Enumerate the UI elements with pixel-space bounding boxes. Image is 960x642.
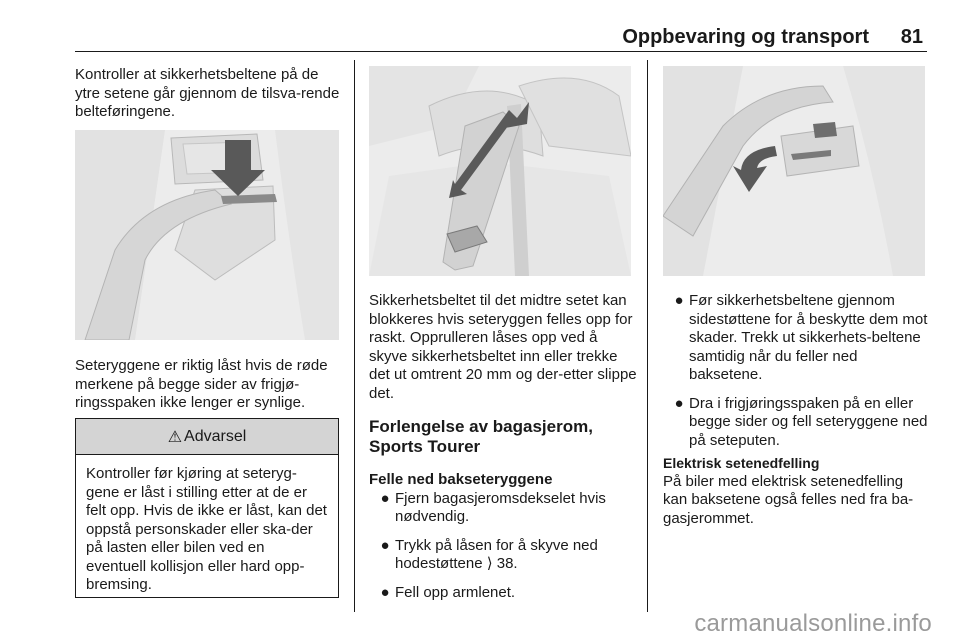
list-item: [369, 537, 639, 574]
subheading-electric: Elektrisk setenedfelling: [663, 455, 820, 471]
figure-belt-guide: [75, 130, 339, 340]
list-item: [369, 490, 639, 527]
bullet-icon: ●: [674, 292, 684, 309]
list-item: [663, 292, 929, 385]
middle-belt-illustration: [369, 66, 631, 276]
col2-bullet-list: [369, 490, 639, 603]
col1-after-figure: [75, 357, 341, 413]
bullet-icon: ●: [674, 394, 684, 412]
bullet-icon: ●: [380, 536, 390, 554]
warning-text: Kontroller før kjøring at seteryg-gene er låst i stilling etter at de er felt opp. Hvis de ikke er låst, kan det oppstå personskader eller ska-der på lasten eller bilen ved en eventuell kollisjon eller hard opp-bremsing.: [86, 465, 327, 593]
list-item-text: Fell opp armlenet.: [395, 583, 516, 601]
list-item-text: Dra i frigjøringsspaken på en eller begge sider og fell seteryggene ned på seteputen.: [689, 394, 928, 449]
page-number: 81: [900, 26, 923, 48]
list-item: [369, 584, 639, 603]
warning-header: [76, 419, 338, 455]
col1-intro-text: Kontroller at sikkerhetsbeltene på de ytre setene går gjennom de tilsva-rende belteføringene.: [75, 66, 340, 120]
watermark: carmanualsonline.info: [694, 610, 932, 637]
page-title: Oppbevaring og transport: [622, 26, 869, 48]
warning-title: Advarsel: [184, 427, 247, 445]
figure-middle-belt: [369, 66, 631, 276]
col2-content: [369, 292, 639, 602]
col1-intro: [75, 66, 341, 122]
subheading-fold-down: Felle ned bakseteryggene: [369, 471, 553, 488]
page-header: [75, 26, 927, 52]
col2-text: Sikkerhetsbeltet til det midtre setet kan blokkeres hvis seteryggen felles opp for raskt. Opprulleren låses opp ved å skyve sikkerhetsbeltet inn eller trekke det ut omtrent 20 mm og der-etter slippe det.: [369, 292, 637, 402]
list-item-text: Fjern bagasjeromsdekselet hvis nødvendig.: [395, 489, 606, 525]
col3-bullet-list: [663, 292, 929, 450]
warning-box: [75, 418, 339, 598]
column-divider-2: [647, 60, 648, 612]
side-support-illustration: [663, 66, 925, 276]
column-divider-1: [354, 60, 355, 612]
list-item-text: Før sikkerhetsbeltene gjennom sidestøttene for å beskytte dem mot skader. Trekk ut sikkerhets-beltene samtidig når du feller ned baksetene.: [689, 292, 928, 383]
col1-after-figure-text: Seteryggene er riktig låst hvis de røde merkene på begge sider av frigjø-ringsspaken ikke lenger er synlige.: [75, 357, 328, 411]
col3-content: [663, 292, 929, 528]
bullet-icon: ●: [380, 583, 390, 601]
list-item: [663, 395, 929, 451]
list-item-text: Trykk på låsen for å skyve ned hodestøttene ⟩ 38.: [395, 536, 598, 572]
warning-icon: ⚠: [167, 428, 183, 446]
section-heading: Forlengelse av bagasjerom, Sports Tourer: [369, 417, 593, 456]
belt-guide-illustration: [75, 130, 339, 340]
figure-side-support: [663, 66, 925, 276]
col3-text: På biler med elektrisk setenedfelling kan baksetene også felles ned fra ba-gasjerommet.: [663, 472, 914, 527]
bullet-icon: ●: [380, 489, 390, 507]
